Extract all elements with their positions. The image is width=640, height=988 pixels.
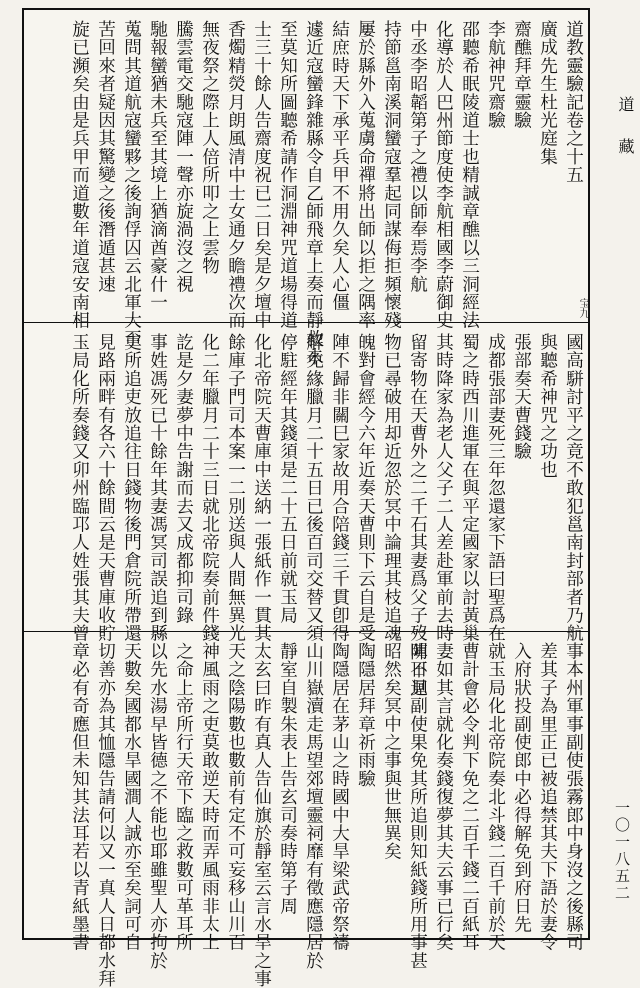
text-column: 切善亦為其恤隱告請何以又一真人日都水拜: [95, 642, 116, 988]
text-column: 旋已瀕矣由是兵甲而道數年道寇安南相: [69, 20, 90, 330]
text-column: 事本州軍事副使張霧郎中身沒之後縣司: [563, 642, 584, 952]
text-column: 成都張部妻死三年忽還家下語曰聖爲在: [485, 333, 506, 643]
text-column: 天之陰陽數也數前有定不可妄移山川百: [225, 642, 246, 952]
text-column: 持節邕南溪洞蠻寇羣起同謀侮拒頻懷殘: [381, 20, 402, 330]
text-column: 中丞李昭韜第子之禮以師奉焉李航: [407, 20, 428, 293]
text-column: 邵聽希眠陵道士也精誠章醮以三洞經法: [459, 20, 480, 330]
text-column: 蒐問其道航寇蠻夥之後詢俘囚云北軍大至: [121, 20, 142, 348]
text-column: 曹計會必令判下免之二百千錢二百紙耳: [459, 642, 480, 952]
folio-number: 一〇一八五二: [613, 800, 631, 902]
text-column: 解免緣臘月二十五日已後百司交替又須: [303, 333, 324, 643]
text-column: 騰雲電交馳寇陣一聲亦旋渦沒之視: [173, 20, 194, 293]
text-column: 士三十餘人告齋度祝已二日矣是夕壇中: [251, 20, 272, 330]
section-heading: 李航神咒齋驗: [485, 20, 506, 130]
text-column: 吏所追吏放追往日錢物後門倉院所帶還: [121, 333, 142, 643]
text-column: 其時降家為老人父子二人差赴軍前去時: [433, 333, 454, 643]
text-column: 留寄物在天曹外之二千石其妻爲父子歿陣不迴: [407, 333, 428, 697]
text-column: 訖是夕妻夢中告謝而去又成都抑司錄: [173, 333, 194, 625]
text-column: 太玄曰昨有真人告仙旗於靜室云言水旱之事: [251, 642, 272, 988]
page-mark: 宝九: [577, 298, 588, 318]
text-column: 至莫知所圖聽希請作洞淵神咒道場得道: [277, 20, 298, 330]
text-column: 神風雨之吏莫敢逆天時而弄風雨非太上: [199, 642, 220, 952]
text-column: 昭然矣冥中之事與世無異矣: [381, 642, 402, 861]
text-column: 遽近寇蠻鋒雜縣令自乙師飛章上奏而靜救未: [303, 20, 324, 366]
text-column: 靜室自製朱表上告玄司奏時第子周: [277, 642, 298, 915]
text-column: 香燭精熒月朗風清中士女通夕瞻禮次而: [225, 20, 246, 330]
text-column: 就玉局化北帝院奏北斗錢二百千前於天: [485, 642, 506, 952]
text-column: 魄對會經今六年近奏天曹則下云自是受: [355, 333, 376, 643]
text-column: 天數矣國都水旱國澗人誠亦至矣詞可自: [121, 642, 142, 952]
text-column: 化二年臘月二十三日就北帝院奏前件錢: [199, 333, 220, 643]
text-column: 妻如其言就化奏錢復夢其夫云事已行矣: [433, 642, 454, 952]
text-column: 餘庫子門司本案一二別送與人間無異光: [225, 333, 246, 643]
middle-register: [24, 323, 588, 697]
text-column: 廣成先生杜光庭集: [537, 20, 558, 166]
text-column: 以先水湯早皆德之不能也耶雖聖人亦拘於: [147, 642, 168, 970]
text-column: 馳報蠻猶未兵至其境上猶滴酋豪什一: [147, 20, 168, 312]
text-column: 玉局化所奏錢又卯州臨邛人姓張其夫曾: [69, 333, 90, 643]
text-column: 明日見副使果免其所追則知紙錢所用事甚: [407, 642, 428, 970]
upper-register: [24, 10, 588, 366]
text-column: 章必有奇應但未知其法耳若以青紙墨書: [69, 642, 90, 952]
section-heading: 張部奏天曹錢驗: [511, 333, 532, 461]
text-column: 無夜祭之際上人倍所叩之上雲物: [199, 20, 220, 275]
text-column: 屢於縣外入蒐虜命禪將出師以拒之隅率: [355, 20, 376, 330]
text-column: 陶隱居在茅山之時國中大旱梁武帝祭禱: [329, 642, 350, 952]
section-heading: 齋醮拜章靈驗: [511, 20, 532, 130]
text-column: 陣不歸非關巳家故用合陪錢三千貫卽得: [329, 333, 350, 643]
text-column: 化導於人巴州節度使李航相國李蔚御史: [433, 20, 454, 330]
text-column: 入府狀投副使郎中必得解免到府日先: [511, 642, 532, 934]
text-column: 與聽希神咒之功也: [537, 333, 558, 479]
text-column: 物已尋破用却近忽於冥中論理其枝追魂: [381, 333, 402, 643]
text-column: 國高駢討平之竟不敢犯邕南封部者乃航: [563, 333, 584, 643]
text-column: 結庶時天下承平兵甲不用久矣人心僵: [329, 20, 350, 312]
text-column: 化北帝院天曹庫中送納一張紙作一貫其: [251, 333, 272, 643]
text-column: 山川嶽瀆走馬望郊壇靈祠靡有徵應隱居於: [303, 642, 324, 970]
text-column: 事姓馮死已十餘年其妻馮冥司誤追到縣: [147, 333, 168, 643]
text-column: 道教靈驗記卷之十五: [563, 20, 584, 184]
collection-label: 道藏: [616, 96, 635, 180]
lower-register: [24, 632, 588, 988]
text-column: 之命上帝所行天帝下臨之救數可革耳所: [173, 642, 194, 952]
text-column: 見路兩畔有各六十餘間云是天曹庫收貯: [95, 333, 116, 643]
section-heading: 陶隱居拜章祈雨驗: [355, 642, 376, 788]
text-column: 停駐經年其錢須是二十五日前就玉局: [277, 333, 298, 625]
text-column: 差其子為里正已被追禁其夫下語於妻令: [537, 642, 558, 952]
text-column: 苦回來者疑因其驚變之後潛遁甚速: [95, 20, 116, 293]
scripture-page: [22, 8, 590, 988]
text-column: 蜀之時西川進軍在與平定國家以討黃巢: [459, 333, 480, 643]
